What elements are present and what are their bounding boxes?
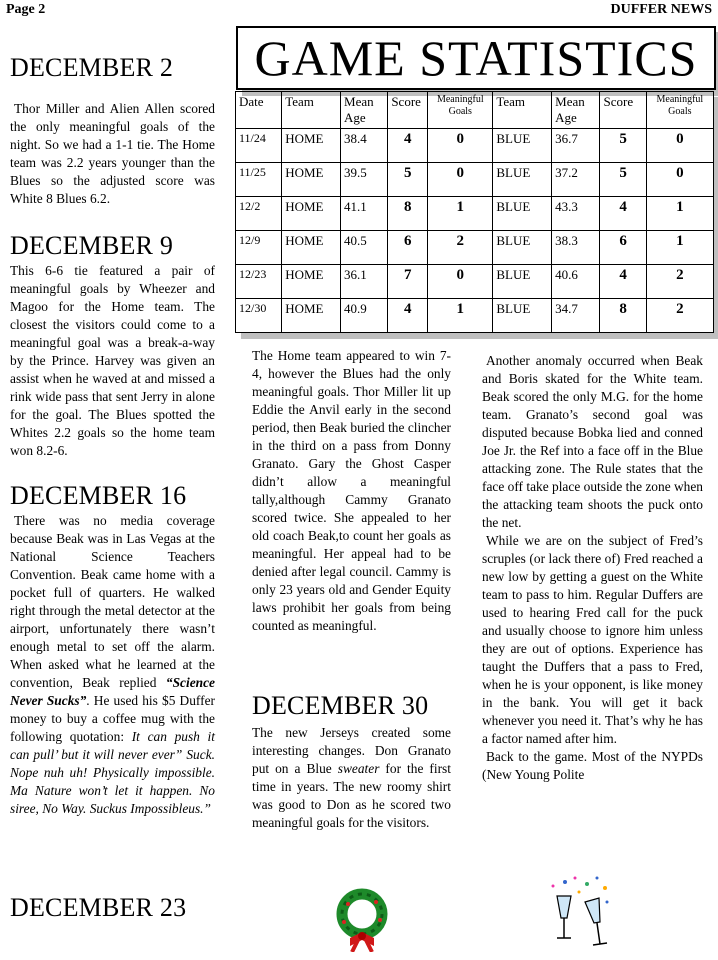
stats-cell: HOME	[282, 231, 341, 265]
stats-cell: 11/24	[236, 129, 282, 163]
article-dec9: This 6-6 tie featured a pair of meaningful goals by Wheezer and Magoo for the Home team. The closest the visitors could come to a meaningful goal was a break-a-way by the Prince. Harvey was given an assist when he waved at and missed a rink wide pass that sent Jerry in alone for the goal. The Blues spotted the Whites 2.2 goals so the home team won 8.2-6.	[10, 263, 215, 458]
heading-dec9	[10, 232, 215, 260]
stats-cell: 1	[428, 299, 493, 333]
article-dec16-text-b: . He used his $5 Duffer money to buy a coffee mug with the following quotation:	[10, 693, 215, 744]
heading-dec9-text: DECEMBER 9	[10, 231, 174, 260]
champagne-icon	[545, 872, 615, 954]
col-team-blue: Team	[493, 92, 552, 129]
stats-table	[235, 91, 714, 333]
stats-cell: 4	[600, 265, 646, 299]
article-dec30-text-a: The new Jerseys created some interesting changes. Don Granato put on a Blue	[252, 725, 451, 776]
col3-paragraph-3: Back to the game. Most of the NYPDs (New Young Polite	[482, 749, 703, 782]
stats-cell: 12/30	[236, 299, 282, 333]
newsletter-name: DUFFER NEWS	[610, 2, 712, 17]
mug-quote: It can push it can pull’ but it will never ever” Suck. Nope nuh uh! Physically impossible. Ma Nature won’t let it happen. No siree, No Way. Suckus Impossibleus.”	[10, 729, 215, 816]
stats-cell: 6	[388, 231, 428, 265]
col-mean-age-home: Mean Age	[341, 92, 388, 129]
col-score-home: Score	[388, 92, 428, 129]
quote-science: “Science Never Sucks”	[10, 675, 215, 708]
stats-cell: 0	[646, 129, 713, 163]
heading-dec16: DECEMBER 16	[10, 481, 187, 510]
stats-row	[236, 299, 714, 333]
col-date: Date	[236, 92, 282, 129]
stats-cell: 38.4	[341, 129, 388, 163]
col-meaningful-blue: Meaningful Goals	[646, 92, 713, 129]
stats-cell: 11/25	[236, 163, 282, 197]
article-dec16	[10, 512, 215, 818]
stats-cell: 43.3	[552, 197, 600, 231]
article-dec30	[252, 724, 451, 832]
stats-cell: 0	[428, 265, 493, 299]
stats-cell: BLUE	[493, 129, 552, 163]
stats-cell: 4	[388, 129, 428, 163]
col3-paragraph-1: Another anomaly occurred when Beak and Boris skated for the White team. Beak scored the only M.G. for the home team. Granato’s second goal was disputed because Bobka lied and conned Joe Jr. the Ref into a face off in the Blue attacking zone. The Rule states that the face off take place outside the zone when the attacking team shoots the puck onto the net.	[482, 353, 703, 530]
stats-cell: 2	[428, 231, 493, 265]
stats-cell: 2	[646, 265, 713, 299]
stats-cell: BLUE	[493, 299, 552, 333]
heading-dec23: DECEMBER 23	[10, 893, 187, 922]
stats-cell: 37.2	[552, 163, 600, 197]
stats-cell: 5	[600, 163, 646, 197]
stats-row	[236, 129, 714, 163]
stats-cell: HOME	[282, 163, 341, 197]
heading-dec2: DECEMBER 2	[10, 53, 174, 82]
stats-cell: 12/2	[236, 197, 282, 231]
stats-cell: BLUE	[493, 265, 552, 299]
stats-row	[236, 197, 714, 231]
stats-cell: 12/9	[236, 231, 282, 265]
wreath-icon	[330, 886, 394, 952]
stats-cell: HOME	[282, 299, 341, 333]
stats-cell: 1	[428, 197, 493, 231]
stats-cell: HOME	[282, 265, 341, 299]
col3-paragraph-2: While we are on the subject of Fred’s scruples (or lack there of) Fred reached a new low by getting a guest on the White team to pass to him. Regular Duffers are used to hearing Fred call for the puck and usually choose to ignore him unless they are out of options. Experience has taught the Duffers that a pass to Fred, when he is your opponent, is like money in the bank. You will get it back whenever you need it. That’s why he has a factor named after him.	[482, 533, 703, 746]
stats-cell: 0	[428, 129, 493, 163]
stats-row	[236, 231, 714, 265]
article-dec23: The Home team appeared to win 7-4, however the Blues had the only meaningful goals. Thor Miller lit up Eddie the Anvil early in the second period, then Beak buried the clincher in the third on a pass from Donny Granato. Gary the Ghost Casper didn’t allow a meaningful tally,although Cammy Granato scored twice. She appealed to her old coach Beak,to count her goals as meaningful. Her appeal had to be denied after legal council. Cammy is only 23 years old and Gender Equity laws prohibit her goals from being counted as meaningful.	[252, 348, 451, 633]
article-dec16-text-a: There was no media coverage because Beak was in Las Vegas at the National Science Teachers Convention. Beak came home with a pocket full of quarters. He walked right through the metal detector at the airport, unfortunately there wasn’t enough metal to set off the alarm. When asked what he learned at the convention, Beak replied	[10, 513, 215, 690]
stats-cell: 4	[388, 299, 428, 333]
stats-cell: BLUE	[493, 163, 552, 197]
stats-cell: 36.1	[341, 265, 388, 299]
stats-cell: 12/23	[236, 265, 282, 299]
article-dec30-text-b: for the first time in years. The new roomy shirt was good to Don as he scored two meaningful goals for the visitors.	[252, 761, 451, 830]
stats-cell: HOME	[282, 197, 341, 231]
article-dec30-italic: sweater	[337, 761, 380, 776]
col-mean-age-blue: Mean Age	[552, 92, 600, 129]
stats-cell: 34.7	[552, 299, 600, 333]
article-col3	[482, 352, 703, 784]
stats-cell: 0	[646, 163, 713, 197]
stats-cell: 4	[600, 197, 646, 231]
stats-cell: 41.1	[341, 197, 388, 231]
stats-cell: 6	[600, 231, 646, 265]
stats-cell: 0	[428, 163, 493, 197]
heading-dec30: DECEMBER 30	[252, 691, 429, 720]
stats-cell: 1	[646, 197, 713, 231]
stats-cell: 7	[388, 265, 428, 299]
page-number: Page 2	[6, 2, 46, 17]
col-team-home: Team	[282, 92, 341, 129]
stats-cell: 40.6	[552, 265, 600, 299]
stats-title: GAME STATISTICS	[236, 26, 716, 90]
stats-cell: HOME	[282, 129, 341, 163]
article-dec2: Thor Miller and Alien Allen scored the only meaningful goals of the night. So we had a 1-1 tie. The Home team was 2.2 years younger than the Blues so the adjusted score was White 8 Blues 6.2.	[10, 101, 215, 206]
stats-cell: 40.9	[341, 299, 388, 333]
stats-header-row	[236, 92, 714, 129]
stats-cell: 8	[600, 299, 646, 333]
stats-cell: BLUE	[493, 197, 552, 231]
stats-row	[236, 163, 714, 197]
stats-row	[236, 265, 714, 299]
stats-cell: 39.5	[341, 163, 388, 197]
stats-cell: 2	[646, 299, 713, 333]
stats-cell: 8	[388, 197, 428, 231]
stats-cell: 1	[646, 231, 713, 265]
stats-cell: BLUE	[493, 231, 552, 265]
col-meaningful-home: Meaningful Goals	[428, 92, 493, 129]
stats-cell: 38.3	[552, 231, 600, 265]
col-score-blue: Score	[600, 92, 646, 129]
stats-cell: 5	[388, 163, 428, 197]
stats-cell: 40.5	[341, 231, 388, 265]
stats-cell: 36.7	[552, 129, 600, 163]
stats-cell: 5	[600, 129, 646, 163]
